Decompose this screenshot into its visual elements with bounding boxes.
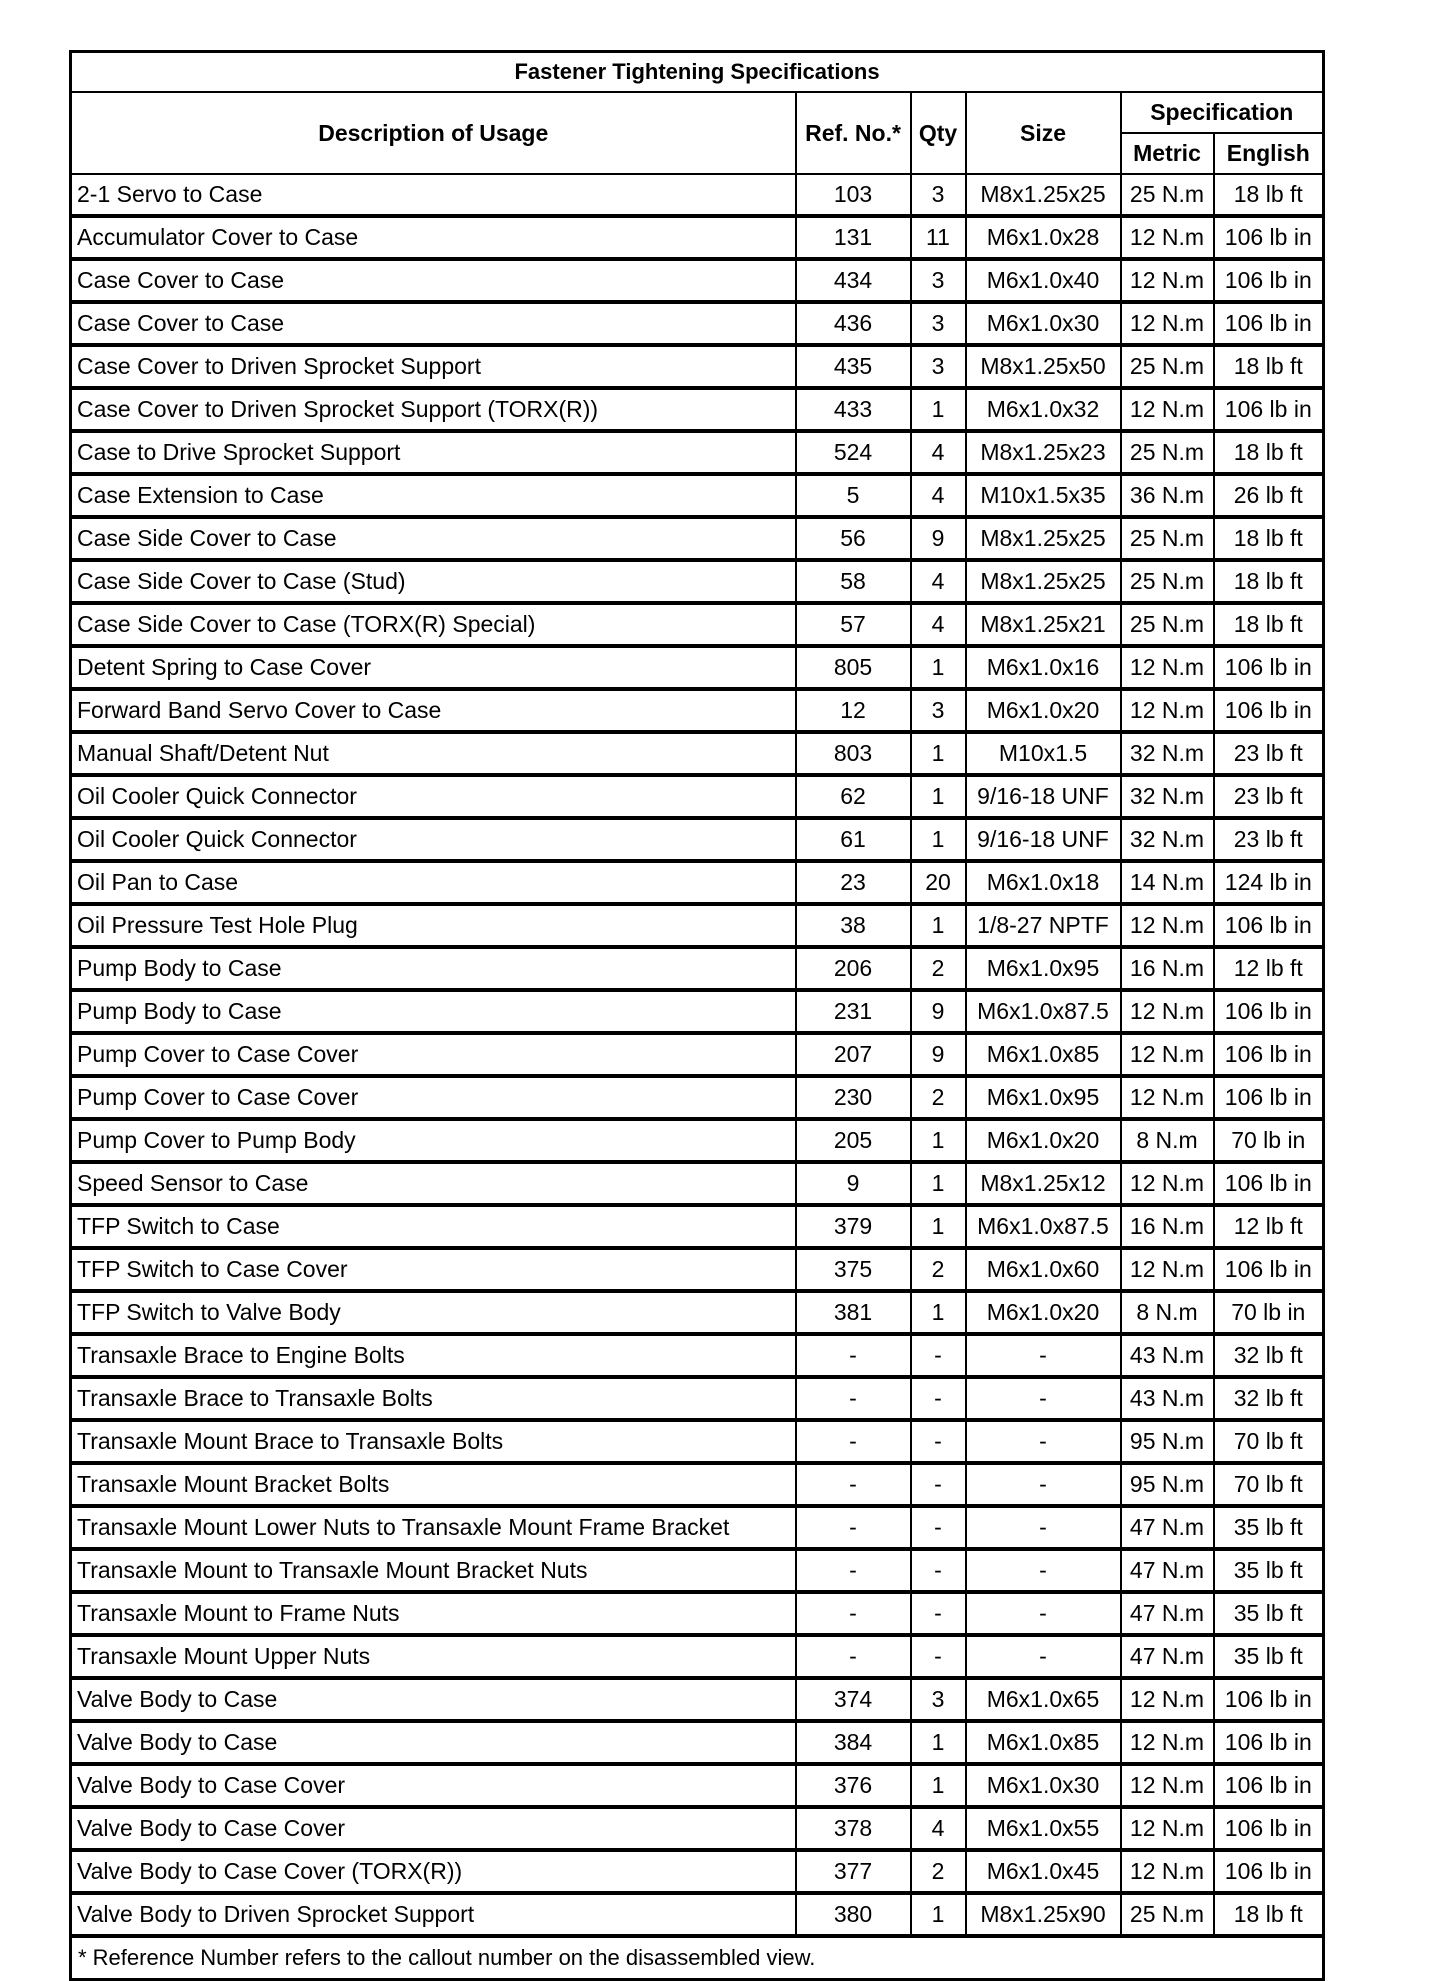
cell-ref-no: 803 bbox=[796, 732, 911, 775]
table-row bbox=[71, 1506, 1324, 1549]
cell-ref-no: 230 bbox=[796, 1076, 911, 1119]
table-row bbox=[71, 1721, 1324, 1764]
cell-english: 18 lb ft bbox=[1214, 431, 1324, 474]
cell-size: M6x1.0x85 bbox=[966, 1033, 1121, 1076]
cell-metric: 32 N.m bbox=[1121, 732, 1214, 775]
cell-english: 18 lb ft bbox=[1214, 603, 1324, 646]
cell-metric: 16 N.m bbox=[1121, 1205, 1214, 1248]
table-row bbox=[71, 775, 1324, 818]
cell-size: M8x1.25x23 bbox=[966, 431, 1121, 474]
cell-size: M6x1.0x20 bbox=[966, 1119, 1121, 1162]
table-row bbox=[71, 216, 1324, 259]
cell-ref-no: - bbox=[796, 1635, 911, 1678]
table-row bbox=[71, 1334, 1324, 1377]
cell-metric: 12 N.m bbox=[1121, 1850, 1214, 1893]
cell-ref-no: 377 bbox=[796, 1850, 911, 1893]
cell-description: TFP Switch to Case bbox=[71, 1205, 796, 1248]
cell-qty: 4 bbox=[911, 560, 966, 603]
header-metric: Metric bbox=[1121, 133, 1214, 174]
table-row bbox=[71, 388, 1324, 431]
cell-english: 12 lb ft bbox=[1214, 1205, 1324, 1248]
cell-qty: - bbox=[911, 1377, 966, 1420]
cell-ref-no: 374 bbox=[796, 1678, 911, 1721]
cell-description: Transaxle Mount Lower Nuts to Transaxle Mount Frame Bracket bbox=[71, 1506, 796, 1549]
cell-size: 9/16-18 UNF bbox=[966, 818, 1121, 861]
table-row bbox=[71, 1291, 1324, 1334]
cell-qty: 1 bbox=[911, 1893, 966, 1936]
cell-ref-no: - bbox=[796, 1506, 911, 1549]
cell-description: Pump Body to Case bbox=[71, 947, 796, 990]
cell-english: 106 lb in bbox=[1214, 646, 1324, 689]
cell-english: 106 lb in bbox=[1214, 689, 1324, 732]
cell-ref-no: 380 bbox=[796, 1893, 911, 1936]
cell-ref-no: 12 bbox=[796, 689, 911, 732]
cell-metric: 47 N.m bbox=[1121, 1506, 1214, 1549]
cell-description: Case Extension to Case bbox=[71, 474, 796, 517]
cell-qty: - bbox=[911, 1506, 966, 1549]
cell-metric: 12 N.m bbox=[1121, 1764, 1214, 1807]
cell-qty: - bbox=[911, 1463, 966, 1506]
cell-english: 18 lb ft bbox=[1214, 560, 1324, 603]
cell-qty: 1 bbox=[911, 1119, 966, 1162]
cell-metric: 12 N.m bbox=[1121, 1721, 1214, 1764]
cell-qty: 1 bbox=[911, 1205, 966, 1248]
cell-description: Case Side Cover to Case (Stud) bbox=[71, 560, 796, 603]
cell-metric: 12 N.m bbox=[1121, 1807, 1214, 1850]
cell-ref-no: 435 bbox=[796, 345, 911, 388]
cell-description: 2-1 Servo to Case bbox=[71, 174, 796, 216]
cell-size: 1/8-27 NPTF bbox=[966, 904, 1121, 947]
cell-description: Valve Body to Case bbox=[71, 1721, 796, 1764]
cell-qty: 3 bbox=[911, 345, 966, 388]
cell-qty: 1 bbox=[911, 1162, 966, 1205]
cell-metric: 95 N.m bbox=[1121, 1463, 1214, 1506]
table-row bbox=[71, 259, 1324, 302]
cell-size: M6x1.0x32 bbox=[966, 388, 1121, 431]
cell-metric: 12 N.m bbox=[1121, 1076, 1214, 1119]
cell-english: 23 lb ft bbox=[1214, 818, 1324, 861]
cell-metric: 25 N.m bbox=[1121, 1893, 1214, 1936]
table-row bbox=[71, 732, 1324, 775]
cell-qty: 9 bbox=[911, 990, 966, 1033]
cell-english: 26 lb ft bbox=[1214, 474, 1324, 517]
cell-ref-no: 23 bbox=[796, 861, 911, 904]
cell-description: Case Side Cover to Case bbox=[71, 517, 796, 560]
cell-metric: 25 N.m bbox=[1121, 517, 1214, 560]
cell-size: - bbox=[966, 1635, 1121, 1678]
cell-qty: 2 bbox=[911, 1850, 966, 1893]
header-ref-no: Ref. No.* bbox=[796, 92, 911, 174]
cell-qty: 4 bbox=[911, 431, 966, 474]
cell-qty: 1 bbox=[911, 1764, 966, 1807]
cell-ref-no: 434 bbox=[796, 259, 911, 302]
cell-ref-no: 62 bbox=[796, 775, 911, 818]
table-row bbox=[71, 646, 1324, 689]
cell-description: Case Cover to Driven Sprocket Support (TORX(R)) bbox=[71, 388, 796, 431]
header-description: Description of Usage bbox=[71, 92, 796, 174]
cell-metric: 14 N.m bbox=[1121, 861, 1214, 904]
cell-size: M6x1.0x95 bbox=[966, 947, 1121, 990]
cell-ref-no: 205 bbox=[796, 1119, 911, 1162]
cell-description: Pump Cover to Case Cover bbox=[71, 1033, 796, 1076]
cell-qty: 3 bbox=[911, 259, 966, 302]
table-row bbox=[71, 1463, 1324, 1506]
cell-size: M6x1.0x55 bbox=[966, 1807, 1121, 1850]
cell-english: 35 lb ft bbox=[1214, 1592, 1324, 1635]
cell-english: 32 lb ft bbox=[1214, 1334, 1324, 1377]
table-row bbox=[71, 947, 1324, 990]
table-row bbox=[71, 474, 1324, 517]
cell-english: 106 lb in bbox=[1214, 1764, 1324, 1807]
cell-description: Case Cover to Driven Sprocket Support bbox=[71, 345, 796, 388]
cell-english: 124 lb in bbox=[1214, 861, 1324, 904]
cell-metric: 12 N.m bbox=[1121, 259, 1214, 302]
cell-size: M8x1.25x90 bbox=[966, 1893, 1121, 1936]
table-body bbox=[71, 174, 1324, 1936]
table-row bbox=[71, 603, 1324, 646]
table-row bbox=[71, 818, 1324, 861]
cell-metric: 12 N.m bbox=[1121, 689, 1214, 732]
cell-ref-no: - bbox=[796, 1420, 911, 1463]
cell-description: Valve Body to Case Cover (TORX(R)) bbox=[71, 1850, 796, 1893]
cell-qty: 3 bbox=[911, 174, 966, 216]
cell-description: Manual Shaft/Detent Nut bbox=[71, 732, 796, 775]
cell-description: Oil Cooler Quick Connector bbox=[71, 775, 796, 818]
cell-description: Valve Body to Driven Sprocket Support bbox=[71, 1893, 796, 1936]
cell-description: Valve Body to Case Cover bbox=[71, 1807, 796, 1850]
cell-english: 70 lb in bbox=[1214, 1291, 1324, 1334]
cell-ref-no: 9 bbox=[796, 1162, 911, 1205]
cell-description: Case to Drive Sprocket Support bbox=[71, 431, 796, 474]
table-row bbox=[71, 1807, 1324, 1850]
header-qty: Qty bbox=[911, 92, 966, 174]
cell-qty: 3 bbox=[911, 689, 966, 732]
cell-english: 106 lb in bbox=[1214, 1678, 1324, 1721]
cell-size: M6x1.0x28 bbox=[966, 216, 1121, 259]
cell-ref-no: 436 bbox=[796, 302, 911, 345]
table-row bbox=[71, 904, 1324, 947]
cell-qty: - bbox=[911, 1549, 966, 1592]
cell-description: Transaxle Brace to Transaxle Bolts bbox=[71, 1377, 796, 1420]
cell-ref-no: 61 bbox=[796, 818, 911, 861]
cell-metric: 12 N.m bbox=[1121, 646, 1214, 689]
table-row bbox=[71, 1549, 1324, 1592]
table-row bbox=[71, 861, 1324, 904]
cell-description: Oil Pan to Case bbox=[71, 861, 796, 904]
table-row bbox=[71, 517, 1324, 560]
cell-ref-no: 524 bbox=[796, 431, 911, 474]
cell-metric: 8 N.m bbox=[1121, 1291, 1214, 1334]
cell-metric: 12 N.m bbox=[1121, 904, 1214, 947]
cell-english: 35 lb ft bbox=[1214, 1635, 1324, 1678]
cell-qty: 20 bbox=[911, 861, 966, 904]
cell-qty: 1 bbox=[911, 1721, 966, 1764]
cell-metric: 47 N.m bbox=[1121, 1635, 1214, 1678]
cell-qty: 1 bbox=[911, 818, 966, 861]
cell-english: 70 lb ft bbox=[1214, 1463, 1324, 1506]
cell-english: 106 lb in bbox=[1214, 388, 1324, 431]
footnote: * Reference Number refers to the callout number on the disassembled view. bbox=[71, 1936, 1324, 1980]
cell-metric: 25 N.m bbox=[1121, 174, 1214, 216]
table-row bbox=[71, 1420, 1324, 1463]
cell-ref-no: 805 bbox=[796, 646, 911, 689]
cell-description: Transaxle Mount to Transaxle Mount Bracket Nuts bbox=[71, 1549, 796, 1592]
cell-qty: 1 bbox=[911, 646, 966, 689]
cell-english: 106 lb in bbox=[1214, 1033, 1324, 1076]
cell-size: - bbox=[966, 1463, 1121, 1506]
cell-description: Transaxle Mount to Frame Nuts bbox=[71, 1592, 796, 1635]
table-row bbox=[71, 560, 1324, 603]
cell-qty: 4 bbox=[911, 1807, 966, 1850]
cell-english: 106 lb in bbox=[1214, 1807, 1324, 1850]
cell-size: M8x1.25x25 bbox=[966, 174, 1121, 216]
cell-size: M6x1.0x20 bbox=[966, 1291, 1121, 1334]
cell-description: TFP Switch to Case Cover bbox=[71, 1248, 796, 1291]
cell-description: Pump Body to Case bbox=[71, 990, 796, 1033]
cell-description: Oil Pressure Test Hole Plug bbox=[71, 904, 796, 947]
cell-size: M8x1.25x50 bbox=[966, 345, 1121, 388]
cell-ref-no: 131 bbox=[796, 216, 911, 259]
table-row bbox=[71, 1033, 1324, 1076]
cell-english: 106 lb in bbox=[1214, 1850, 1324, 1893]
cell-description: TFP Switch to Valve Body bbox=[71, 1291, 796, 1334]
cell-english: 23 lb ft bbox=[1214, 775, 1324, 818]
table-row bbox=[71, 1119, 1324, 1162]
cell-description: Case Cover to Case bbox=[71, 302, 796, 345]
cell-description: Oil Cooler Quick Connector bbox=[71, 818, 796, 861]
cell-qty: 1 bbox=[911, 904, 966, 947]
cell-metric: 43 N.m bbox=[1121, 1377, 1214, 1420]
cell-english: 18 lb ft bbox=[1214, 345, 1324, 388]
cell-metric: 47 N.m bbox=[1121, 1549, 1214, 1592]
cell-ref-no: 207 bbox=[796, 1033, 911, 1076]
cell-english: 106 lb in bbox=[1214, 259, 1324, 302]
cell-size: M6x1.0x40 bbox=[966, 259, 1121, 302]
cell-size: 9/16-18 UNF bbox=[966, 775, 1121, 818]
cell-description: Detent Spring to Case Cover bbox=[71, 646, 796, 689]
table-row bbox=[71, 1076, 1324, 1119]
cell-description: Transaxle Brace to Engine Bolts bbox=[71, 1334, 796, 1377]
cell-qty: 1 bbox=[911, 388, 966, 431]
cell-ref-no: 38 bbox=[796, 904, 911, 947]
cell-size: M8x1.25x25 bbox=[966, 517, 1121, 560]
cell-description: Forward Band Servo Cover to Case bbox=[71, 689, 796, 732]
cell-english: 32 lb ft bbox=[1214, 1377, 1324, 1420]
cell-description: Valve Body to Case Cover bbox=[71, 1764, 796, 1807]
cell-description: Speed Sensor to Case bbox=[71, 1162, 796, 1205]
cell-ref-no: 375 bbox=[796, 1248, 911, 1291]
fastener-spec-table bbox=[69, 50, 1325, 1981]
cell-size: M6x1.0x16 bbox=[966, 646, 1121, 689]
cell-ref-no: 5 bbox=[796, 474, 911, 517]
cell-qty: 1 bbox=[911, 775, 966, 818]
cell-english: 35 lb ft bbox=[1214, 1506, 1324, 1549]
cell-qty: 3 bbox=[911, 302, 966, 345]
header-specification: Specification bbox=[1121, 92, 1324, 133]
cell-ref-no: - bbox=[796, 1377, 911, 1420]
cell-english: 106 lb in bbox=[1214, 904, 1324, 947]
cell-ref-no: 378 bbox=[796, 1807, 911, 1850]
cell-description: Transaxle Mount Brace to Transaxle Bolts bbox=[71, 1420, 796, 1463]
cell-qty: 2 bbox=[911, 1248, 966, 1291]
cell-ref-no: 57 bbox=[796, 603, 911, 646]
cell-metric: 12 N.m bbox=[1121, 1678, 1214, 1721]
cell-ref-no: 56 bbox=[796, 517, 911, 560]
cell-ref-no: - bbox=[796, 1334, 911, 1377]
cell-size: M6x1.0x85 bbox=[966, 1721, 1121, 1764]
cell-english: 106 lb in bbox=[1214, 1076, 1324, 1119]
cell-qty: 4 bbox=[911, 474, 966, 517]
cell-size: M8x1.25x25 bbox=[966, 560, 1121, 603]
cell-size: - bbox=[966, 1334, 1121, 1377]
cell-size: M6x1.0x60 bbox=[966, 1248, 1121, 1291]
cell-size: - bbox=[966, 1549, 1121, 1592]
cell-metric: 25 N.m bbox=[1121, 431, 1214, 474]
cell-size: - bbox=[966, 1377, 1121, 1420]
cell-description: Case Side Cover to Case (TORX(R) Special) bbox=[71, 603, 796, 646]
cell-description: Valve Body to Case bbox=[71, 1678, 796, 1721]
cell-english: 23 lb ft bbox=[1214, 732, 1324, 775]
cell-english: 106 lb in bbox=[1214, 216, 1324, 259]
cell-qty: 9 bbox=[911, 517, 966, 560]
cell-english: 35 lb ft bbox=[1214, 1549, 1324, 1592]
cell-ref-no: 206 bbox=[796, 947, 911, 990]
cell-size: M6x1.0x95 bbox=[966, 1076, 1121, 1119]
table-row bbox=[71, 1248, 1324, 1291]
cell-metric: 32 N.m bbox=[1121, 775, 1214, 818]
cell-metric: 12 N.m bbox=[1121, 1033, 1214, 1076]
cell-size: - bbox=[966, 1420, 1121, 1463]
table-row bbox=[71, 1162, 1324, 1205]
cell-ref-no: 384 bbox=[796, 1721, 911, 1764]
cell-metric: 12 N.m bbox=[1121, 302, 1214, 345]
cell-size: M10x1.5x35 bbox=[966, 474, 1121, 517]
cell-size: M6x1.0x45 bbox=[966, 1850, 1121, 1893]
cell-metric: 36 N.m bbox=[1121, 474, 1214, 517]
cell-ref-no: 376 bbox=[796, 1764, 911, 1807]
table-row bbox=[71, 302, 1324, 345]
table-row bbox=[71, 689, 1324, 732]
cell-qty: 4 bbox=[911, 603, 966, 646]
table-row bbox=[71, 990, 1324, 1033]
cell-metric: 43 N.m bbox=[1121, 1334, 1214, 1377]
header-english: English bbox=[1214, 133, 1324, 174]
cell-english: 18 lb ft bbox=[1214, 1893, 1324, 1936]
cell-description: Accumulator Cover to Case bbox=[71, 216, 796, 259]
cell-ref-no: - bbox=[796, 1592, 911, 1635]
cell-metric: 12 N.m bbox=[1121, 1248, 1214, 1291]
cell-size: M6x1.0x30 bbox=[966, 1764, 1121, 1807]
cell-english: 70 lb in bbox=[1214, 1119, 1324, 1162]
cell-metric: 47 N.m bbox=[1121, 1592, 1214, 1635]
cell-english: 106 lb in bbox=[1214, 990, 1324, 1033]
cell-size: M6x1.0x87.5 bbox=[966, 990, 1121, 1033]
cell-english: 106 lb in bbox=[1214, 1721, 1324, 1764]
cell-ref-no: 381 bbox=[796, 1291, 911, 1334]
cell-size: - bbox=[966, 1506, 1121, 1549]
cell-qty: 11 bbox=[911, 216, 966, 259]
cell-ref-no: 379 bbox=[796, 1205, 911, 1248]
cell-ref-no: 433 bbox=[796, 388, 911, 431]
table-row bbox=[71, 1850, 1324, 1893]
cell-description: Pump Cover to Pump Body bbox=[71, 1119, 796, 1162]
cell-metric: 12 N.m bbox=[1121, 216, 1214, 259]
cell-ref-no: - bbox=[796, 1549, 911, 1592]
cell-ref-no: 231 bbox=[796, 990, 911, 1033]
cell-size: M6x1.0x65 bbox=[966, 1678, 1121, 1721]
cell-qty: 9 bbox=[911, 1033, 966, 1076]
cell-metric: 12 N.m bbox=[1121, 388, 1214, 431]
cell-metric: 12 N.m bbox=[1121, 1162, 1214, 1205]
cell-metric: 8 N.m bbox=[1121, 1119, 1214, 1162]
cell-qty: 3 bbox=[911, 1678, 966, 1721]
table-row bbox=[71, 174, 1324, 216]
table-title: Fastener Tightening Specifications bbox=[71, 52, 1324, 93]
table-row bbox=[71, 1635, 1324, 1678]
cell-qty: 2 bbox=[911, 1076, 966, 1119]
cell-metric: 25 N.m bbox=[1121, 345, 1214, 388]
cell-metric: 16 N.m bbox=[1121, 947, 1214, 990]
table-row bbox=[71, 431, 1324, 474]
cell-size: M6x1.0x30 bbox=[966, 302, 1121, 345]
cell-ref-no: - bbox=[796, 1463, 911, 1506]
cell-qty: - bbox=[911, 1592, 966, 1635]
cell-size: M6x1.0x18 bbox=[966, 861, 1121, 904]
table-row bbox=[71, 1764, 1324, 1807]
header-size: Size bbox=[966, 92, 1121, 174]
cell-english: 106 lb in bbox=[1214, 1248, 1324, 1291]
cell-description: Pump Cover to Case Cover bbox=[71, 1076, 796, 1119]
cell-qty: - bbox=[911, 1635, 966, 1678]
cell-size: M6x1.0x20 bbox=[966, 689, 1121, 732]
cell-english: 18 lb ft bbox=[1214, 174, 1324, 216]
cell-description: Transaxle Mount Bracket Bolts bbox=[71, 1463, 796, 1506]
table-row bbox=[71, 1893, 1324, 1936]
cell-size: M8x1.25x12 bbox=[966, 1162, 1121, 1205]
table-row bbox=[71, 1678, 1324, 1721]
cell-metric: 25 N.m bbox=[1121, 603, 1214, 646]
cell-english: 106 lb in bbox=[1214, 1162, 1324, 1205]
cell-qty: - bbox=[911, 1420, 966, 1463]
cell-english: 18 lb ft bbox=[1214, 517, 1324, 560]
cell-size: - bbox=[966, 1592, 1121, 1635]
cell-metric: 32 N.m bbox=[1121, 818, 1214, 861]
cell-qty: 1 bbox=[911, 732, 966, 775]
cell-qty: - bbox=[911, 1334, 966, 1377]
cell-size: M10x1.5 bbox=[966, 732, 1121, 775]
table-row bbox=[71, 345, 1324, 388]
cell-english: 12 lb ft bbox=[1214, 947, 1324, 990]
cell-english: 106 lb in bbox=[1214, 302, 1324, 345]
cell-english: 70 lb ft bbox=[1214, 1420, 1324, 1463]
cell-metric: 25 N.m bbox=[1121, 560, 1214, 603]
cell-description: Transaxle Mount Upper Nuts bbox=[71, 1635, 796, 1678]
cell-description: Case Cover to Case bbox=[71, 259, 796, 302]
cell-ref-no: 103 bbox=[796, 174, 911, 216]
cell-size: M8x1.25x21 bbox=[966, 603, 1121, 646]
cell-qty: 2 bbox=[911, 947, 966, 990]
cell-ref-no: 58 bbox=[796, 560, 911, 603]
cell-metric: 12 N.m bbox=[1121, 990, 1214, 1033]
cell-size: M6x1.0x87.5 bbox=[966, 1205, 1121, 1248]
table-row bbox=[71, 1592, 1324, 1635]
table-row bbox=[71, 1205, 1324, 1248]
cell-qty: 1 bbox=[911, 1291, 966, 1334]
cell-metric: 95 N.m bbox=[1121, 1420, 1214, 1463]
table-row bbox=[71, 1377, 1324, 1420]
